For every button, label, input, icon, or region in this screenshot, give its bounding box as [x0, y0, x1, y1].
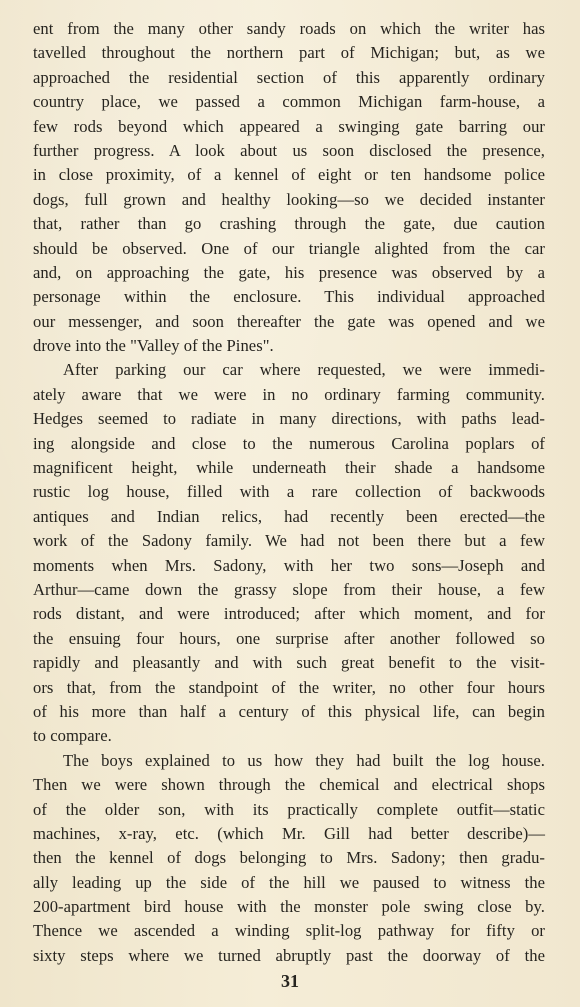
text-line: rapidly and pleasantly and with such great benefit to the visit- — [33, 653, 545, 673]
text-line: Hedges seemed to radiate in many directions, with paths lead- — [33, 409, 545, 429]
text-line: machines, x-ray, etc. (which Mr. Gill had better describe)— — [33, 823, 545, 843]
text-line: work of the Sadony family. We had not been there but a few — [33, 531, 545, 551]
text-line: 200-apartment bird house with the monster pole swing close by. — [33, 897, 545, 917]
text-line: tavelled throughout the northern part of Michigan; but, as we — [33, 43, 545, 63]
text-line: of his more than half a century of this physical life, can begin — [33, 701, 545, 721]
text-line: magnificent height, while underneath their shade a handsome — [33, 458, 545, 478]
text-line: and, on approaching the gate, his presence was observed by a — [33, 262, 545, 282]
text-line: few rods beyond which appeared a swinging gate barring our — [33, 116, 545, 136]
text-line: rustic log house, filled with a rare collection of backwoods — [33, 482, 545, 502]
paragraph-1 — [33, 17, 545, 358]
text-line: ent from the many other sandy roads on which the writer has — [33, 19, 545, 38]
text-line: Then we were shown through the chemical and electrical shops — [33, 775, 545, 795]
text-line: Arthur—came down the grassy slope from their house, a few — [33, 579, 545, 599]
paragraph-3 — [33, 749, 545, 969]
text-line: in close proximity, of a kennel of eight or ten handsome police — [33, 165, 545, 185]
text-line: our messenger, and soon thereafter the gate was opened and we — [33, 311, 545, 331]
text-line: Thence we ascended a winding split-log pathway for fifty or — [33, 921, 545, 941]
text-line: rods distant, and were introduced; after which moment, and for — [33, 604, 545, 624]
text-line: drove into the "Valley of the Pines". — [33, 336, 274, 356]
text-line: moments when Mrs. Sadony, with her two sons—Joseph and — [33, 555, 545, 575]
text-line: approached the residential section of this apparently ordinary — [33, 67, 545, 87]
text-line: to compare. — [33, 726, 112, 746]
text-line: After parking our car where requested, we were immedi- — [63, 360, 545, 380]
text-line: that, rather than go crashing through the gate, due caution — [33, 214, 545, 234]
text-line: antiques and Indian relics, had recently been erected—the — [33, 506, 545, 526]
text-line: country place, we passed a common Michigan farm-house, a — [33, 92, 545, 112]
text-line: should be observed. One of our triangle alighted from the car — [33, 238, 545, 258]
page-number: 31 — [281, 971, 299, 991]
text-line: personage within the enclosure. This individual approached — [33, 287, 545, 307]
text-line: sixty steps where we turned abruptly past the doorway of the — [33, 945, 545, 965]
text-line: dogs, full grown and healthy looking—so we decided instanter — [33, 189, 545, 209]
text-line: ally leading up the side of the hill we paused to witness the — [33, 872, 545, 892]
body-text — [33, 17, 545, 968]
text-line: then the kennel of dogs belonging to Mrs. Sadony; then gradu- — [33, 848, 545, 868]
text-line: of the older son, with its practically complete outfit—static — [33, 799, 545, 819]
text-line: ing alongside and close to the numerous Carolina poplars of — [33, 433, 545, 453]
text-line: The boys explained to us how they had built the log house. — [63, 750, 545, 770]
text-line: the ensuing four hours, one surprise after another followed so — [33, 628, 545, 648]
paragraph-2 — [33, 358, 545, 748]
text-line: further progress. A look about us soon disclosed the presence, — [33, 140, 545, 160]
text-line: ors that, from the standpoint of the writer, no other four hours — [33, 677, 545, 697]
text-line: ately aware that we were in no ordinary farming community. — [33, 384, 545, 404]
